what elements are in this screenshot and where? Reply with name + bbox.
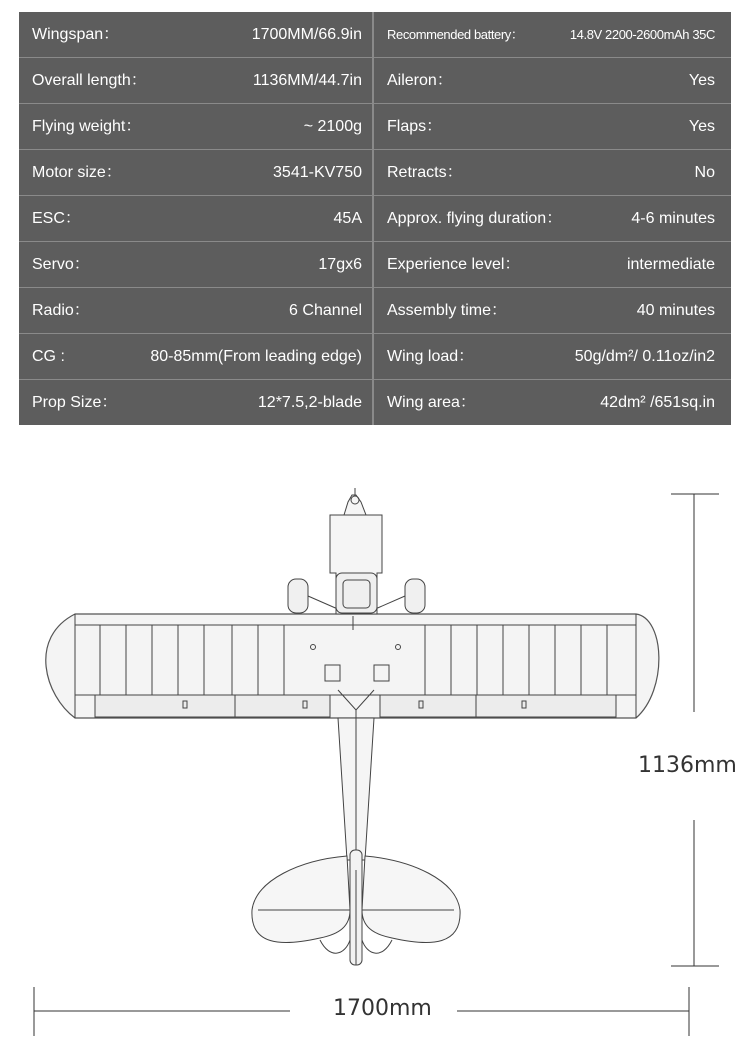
- spec-value: intermediate: [626, 256, 715, 273]
- spec-row: [374, 104, 731, 150]
- spec-column-left: [19, 12, 372, 425]
- spec-row: [374, 58, 731, 104]
- spec-label: Overall length：: [32, 72, 147, 89]
- spec-value: 42dm² /651sq.in: [600, 394, 715, 411]
- spec-row: [19, 58, 372, 104]
- spec-value: 12*7.5,2-blade: [257, 394, 362, 411]
- spec-label: CG :: [32, 348, 65, 365]
- spec-label: Wing area：: [387, 394, 476, 411]
- spec-row: [374, 150, 731, 196]
- spec-row: [19, 380, 372, 425]
- spec-label: Prop Size：: [32, 394, 118, 411]
- spec-value: 3541-KV750: [273, 164, 362, 181]
- spec-row: [19, 12, 372, 58]
- spec-row: [19, 242, 372, 288]
- spec-row: [374, 334, 731, 380]
- spec-label: ESC：: [32, 210, 81, 227]
- spec-row: [374, 12, 731, 58]
- spec-row: [19, 104, 372, 150]
- spec-column-right: [374, 12, 731, 425]
- spec-label: Flying weight：: [32, 118, 142, 135]
- airplane-top-view-svg: [0, 440, 750, 1056]
- spec-row: [19, 150, 372, 196]
- spec-value: 1136MM/44.7in: [252, 72, 362, 89]
- length-dimension-label: 1136mm: [638, 753, 737, 778]
- airplane-diagram: [0, 440, 750, 1056]
- spec-label: Wing load：: [387, 348, 475, 365]
- spec-row: [374, 288, 731, 334]
- wing: [46, 614, 659, 718]
- spec-value: 40 minutes: [636, 302, 715, 319]
- spec-value: 50g/dm²/ 0.11oz/in2: [574, 348, 715, 365]
- spec-row: [374, 380, 731, 425]
- spec-value: ~ 2100g: [303, 118, 362, 135]
- spec-label: Recommended battery：: [387, 27, 524, 42]
- spec-label: Flaps：: [387, 118, 443, 135]
- spec-value: 80-85mm(From leading edge): [150, 348, 362, 365]
- spec-label: Radio：: [32, 302, 90, 319]
- spec-row: [374, 242, 731, 288]
- spec-value: No: [694, 164, 715, 181]
- spec-label: Approx. flying duration：: [387, 210, 563, 227]
- span-dimension-label: 1700mm: [333, 996, 432, 1021]
- spec-value: 6 Channel: [289, 302, 362, 319]
- spec-value: 45A: [333, 210, 362, 227]
- tail: [252, 850, 460, 965]
- spec-value: 4-6 minutes: [631, 210, 715, 227]
- spec-value: 1700MM/66.9in: [251, 26, 362, 43]
- spec-row: [19, 196, 372, 242]
- spec-label: Wingspan：: [32, 26, 120, 43]
- spec-label: Retracts：: [387, 164, 463, 181]
- spec-label: Aileron：: [387, 72, 453, 89]
- spec-value: 14.8V 2200-2600mAh 35C: [569, 27, 715, 42]
- spec-value: Yes: [688, 118, 715, 135]
- spec-table: [19, 12, 731, 425]
- spec-row: [374, 196, 731, 242]
- spec-label: Motor size：: [32, 164, 122, 181]
- spec-label: Experience level：: [387, 256, 521, 273]
- spec-value: 17gx6: [318, 256, 362, 273]
- spec-row: [19, 288, 372, 334]
- spec-label: Assembly time：: [387, 302, 508, 319]
- spec-label: Servo：: [32, 256, 90, 273]
- spec-row: [19, 334, 372, 380]
- spec-value: Yes: [688, 72, 715, 89]
